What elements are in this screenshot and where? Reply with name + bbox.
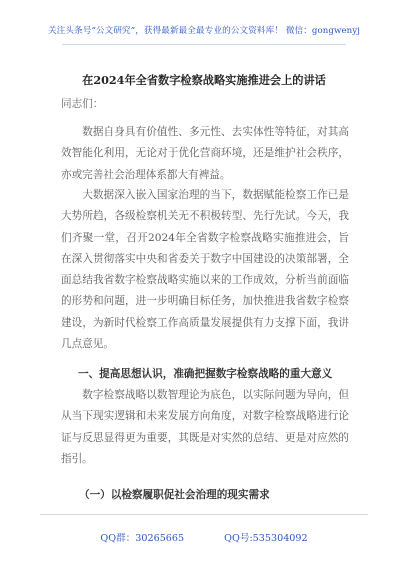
footer-divider (40, 514, 368, 515)
footer (0, 530, 408, 544)
header-banner: 关注头条号“公文研究”，获得最新最全最专业的公文资料库！ 微信：gongwenyj (47, 26, 361, 36)
footer-qq-group: QQ群：30265665 (100, 533, 185, 544)
page-title: 在2024年全省数字检察战略实施推进会上的讲话 (82, 73, 326, 87)
salutation: 同志们： (61, 98, 104, 110)
paragraph-1: 数据自身具有价值性、多元性、去实体性等特征，对其高效智能化利用，无论对于优化营商环境，还是维护社会秩序，亦或完善社会治理体系都大有裨益。 (61, 126, 349, 181)
paragraph-2: 大数据深入嵌入国家治理的当下，数据赋能检察工作已是大势所趋，各级检察机关无不积极转型、先行先试。今天，我们齐聚一堂，召开2024年全省数字检察战略实施推进会，旨在深入贯彻落实中央和省委关于数字中国建设的决策部署，全面总结我省数字检察战略实施以来的工作成效，分析当前面临的形势和问题，进一步明确目标任务，加快推进我省数字检察建设，为新时代检察工作高质量发展提供有力支撑下面，我讲几点意见。 (61, 189, 349, 351)
header-divider (62, 44, 346, 45)
section-heading-1: 一、提高思想认识，准确把握数字检察战略的重大意义 (78, 368, 333, 380)
section-1-paragraph: 数字检察战略以数智理论为底色，以实际问题为导向，但从当下现实逻辑和未来发展方向角度，对数字检察战略进行论证与反思显得更为重要，其既是对实然的总结、更是对应然的指引。 (61, 389, 349, 465)
footer-qq-number: QQ号:535304092 (224, 533, 308, 544)
subsection-heading-1: （一）以检察履职促社会治理的现实需求 (79, 489, 270, 501)
